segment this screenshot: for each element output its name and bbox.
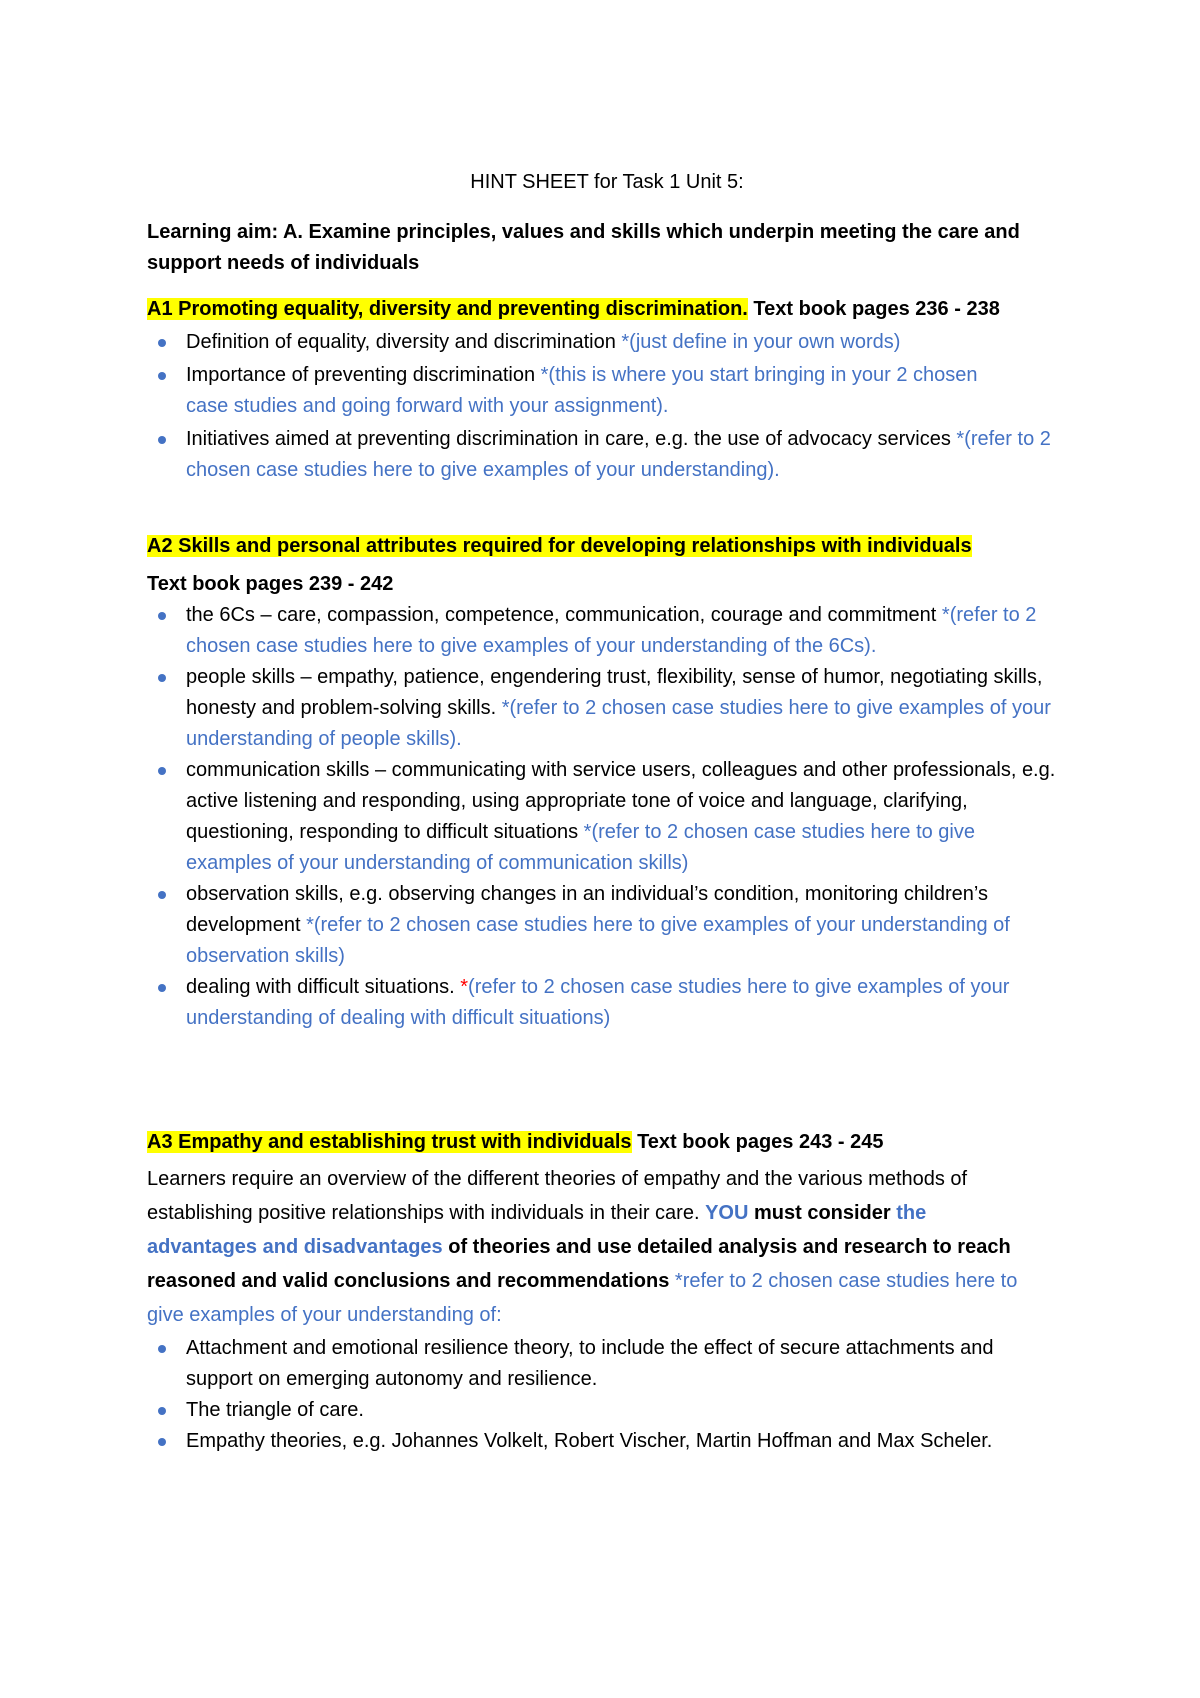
section-a3 bbox=[147, 1127, 1067, 1457]
item-hint: *(refer to 2 chosen case studies here to give examples of your understanding of people skills). bbox=[186, 697, 1051, 750]
section-a1-heading: A1 Promoting equality, diversity and preventing discrimination. bbox=[147, 298, 748, 320]
list-item bbox=[147, 424, 1067, 486]
section-a3-intro bbox=[147, 1162, 1027, 1332]
intro-text: must consider bbox=[748, 1202, 897, 1224]
intro-hint: *refer to 2 chosen case studies here to give examples of your understanding of: bbox=[147, 1270, 1018, 1326]
section-a2-list bbox=[147, 600, 1067, 1034]
item-hint: *(this is where you start bringing in your 2 chosen case studies and going forward with your assignment). bbox=[186, 364, 978, 417]
list-item bbox=[147, 600, 1056, 662]
item-text: people skills – empathy, patience, engendering trust, flexibility, sense of humor, negotiating skills, honesty and problem-solving skills. bbox=[186, 666, 1043, 719]
section-a2-heading: A2 Skills and personal attributes required for developing relationships with individuals bbox=[147, 535, 972, 557]
list-item: Empathy theories, e.g. Johannes Volkelt, Robert Vischer, Martin Hoffman and Max Scheler. bbox=[147, 1426, 1026, 1457]
item-text: communication skills – communicating with service users, colleagues and other professionals, e.g. active listening and responding, using appropriate tone of voice and language, clarifying, questioning, responding to difficult situations bbox=[186, 759, 1056, 843]
item-text: dealing with difficult situations. bbox=[186, 976, 461, 998]
intro-text: of theories and use detailed analysis and research to reach reasoned and valid conclusions and recommendations bbox=[147, 1236, 1011, 1292]
section-a3-list bbox=[147, 1333, 1067, 1457]
list-item: Attachment and emotional resilience theory, to include the effect of secure attachments and support on emerging autonomy and resilience. bbox=[147, 1333, 1006, 1395]
item-hint: *(just define in your own words) bbox=[621, 331, 901, 353]
section-a3-heading-line bbox=[147, 1127, 1067, 1158]
item-text: observation skills, e.g. observing changes in an individual’s condition, monitoring children’s development bbox=[186, 883, 988, 936]
item-text: Initiatives aimed at preventing discrimination in care, e.g. the use of advocacy services bbox=[186, 428, 957, 450]
item-text: Definition of equality, diversity and discrimination bbox=[186, 331, 622, 353]
section-a2-pages: Text book pages 239 - 242 bbox=[147, 573, 394, 595]
intro-emphasis: the advantages and disadvantages bbox=[147, 1202, 927, 1258]
section-a2 bbox=[147, 531, 1067, 1034]
item-text: the 6Cs – care, compassion, competence, communication, courage and commitment bbox=[186, 604, 942, 626]
intro-text: Learners require an overview of the different theories of empathy and the various methods of establishing positive relationships with individuals in their care. bbox=[147, 1168, 968, 1224]
section-a2-heading-line bbox=[147, 531, 1067, 562]
list-item bbox=[147, 360, 1016, 422]
section-a1-pages: Text book pages 236 - 238 bbox=[747, 298, 1000, 320]
section-a3-heading: A3 Empathy and establishing trust with individuals bbox=[147, 1131, 632, 1153]
list-item: The triangle of care. bbox=[147, 1395, 1067, 1426]
page-title: HINT SHEET for Task 1 Unit 5: bbox=[470, 171, 744, 193]
item-hint: *(refer to 2 chosen case studies here to give examples of your understanding of the 6Cs). bbox=[186, 604, 1037, 657]
section-a1-heading-line bbox=[147, 294, 1027, 325]
item-hint: *(refer to 2 chosen case studies here to give examples of your understanding of communication skills) bbox=[186, 821, 975, 874]
item-hint: (refer to 2 chosen case studies here to give examples of your understanding of dealing with difficult situations) bbox=[186, 976, 1010, 1029]
list-item bbox=[147, 972, 1086, 1034]
list-item bbox=[147, 879, 1066, 972]
list-item bbox=[147, 327, 1067, 358]
section-a1-list bbox=[147, 327, 1067, 486]
item-star: * bbox=[460, 976, 469, 998]
list-item bbox=[147, 662, 1056, 755]
section-a1 bbox=[147, 294, 1067, 488]
learning-aim: Learning aim: A. Examine principles, values and skills which underpin meeting the care and support needs of individuals bbox=[147, 221, 1020, 274]
item-text: Importance of preventing discrimination bbox=[186, 364, 541, 386]
intro-emphasis: YOU bbox=[705, 1202, 749, 1224]
list-item bbox=[147, 755, 1066, 879]
item-hint: *(refer to 2 chosen case studies here to give examples of your understanding). bbox=[186, 428, 1051, 481]
item-hint: *(refer to 2 chosen case studies here to give examples of your understanding of observation skills) bbox=[186, 914, 1010, 967]
section-a3-pages: Text book pages 243 - 245 bbox=[631, 1131, 884, 1153]
